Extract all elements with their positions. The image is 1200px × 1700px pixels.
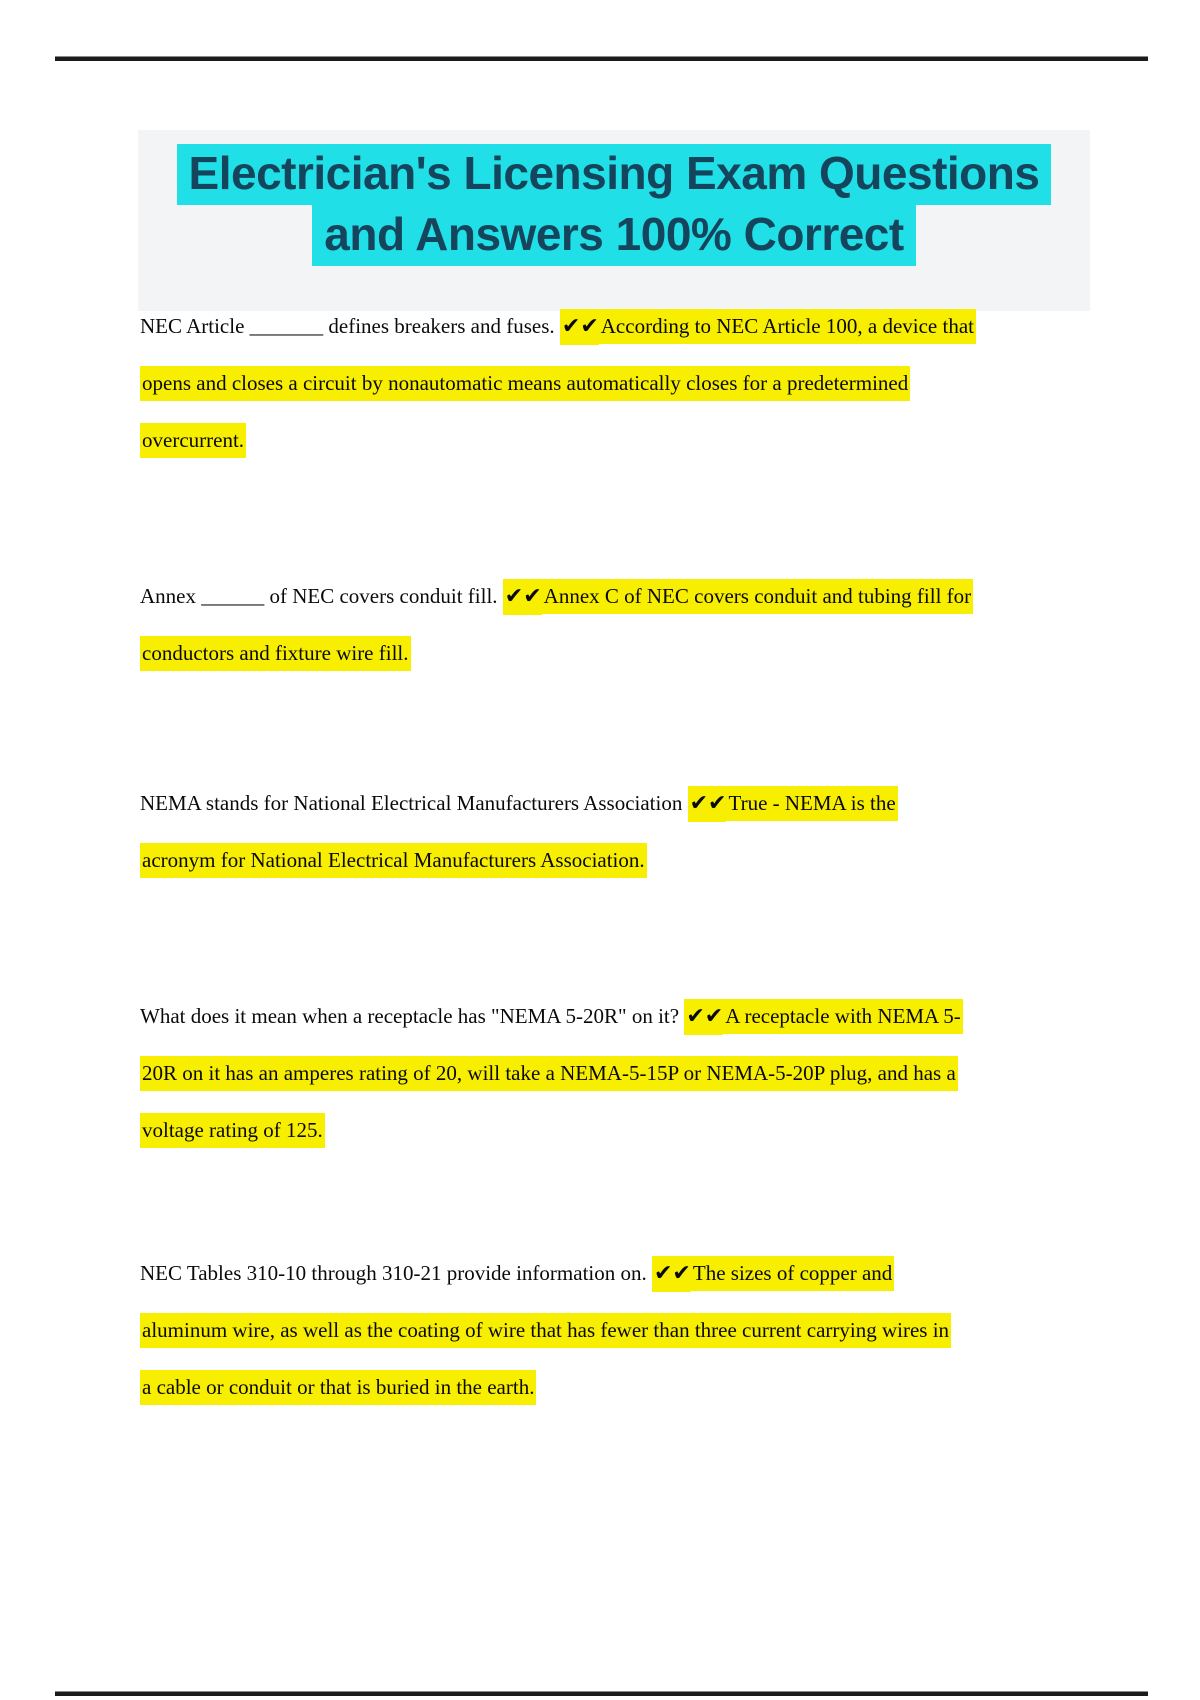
qa-line — [140, 298, 1140, 355]
answer-text-segment: Annex C of NEC covers conduit and tubing fill for — [542, 579, 974, 614]
answer-text-segment: According to NEC Article 100, a device that — [599, 309, 976, 344]
qa-line — [140, 1045, 1140, 1102]
qa-paragraph-3 — [140, 775, 1140, 889]
double-check-icon: ✔✔ — [503, 579, 542, 615]
qa-line — [140, 775, 1140, 832]
answer-text-segment: a cable or conduit or that is buried in the earth. — [140, 1370, 536, 1405]
qa-line — [140, 1245, 1140, 1302]
title-highlight-2: and Answers 100% Correct — [312, 205, 915, 266]
question-text-segment: NEMA stands for National Electrical Manufacturers Association — [140, 791, 688, 815]
qa-line — [140, 355, 1140, 412]
question-text-segment: NEC Tables 310-10 through 310-21 provide information on. — [140, 1261, 652, 1285]
title-highlight-1: Electrician's Licensing Exam Questions — [177, 144, 1052, 205]
answer-text-segment: voltage rating of 125. — [140, 1113, 325, 1148]
double-check-icon: ✔✔ — [688, 786, 727, 822]
answer-text-segment: overcurrent. — [140, 423, 246, 458]
answer-text-segment: The sizes of copper and — [691, 1256, 894, 1291]
question-text-segment: Annex ______ of NEC covers conduit fill. — [140, 584, 503, 608]
bottom-horizontal-rule — [55, 1691, 1148, 1696]
qa-paragraph-2 — [140, 568, 1140, 682]
qa-line — [140, 412, 1140, 469]
double-check-icon: ✔✔ — [560, 309, 599, 345]
qa-line — [140, 568, 1140, 625]
answer-text-segment: opens and closes a circuit by nonautomatic means automatically closes for a predetermined — [140, 366, 910, 401]
qa-line — [140, 832, 1140, 889]
question-text-segment: What does it mean when a receptacle has "NEMA 5-20R" on it? — [140, 1004, 685, 1028]
answer-text-segment: conductors and fixture wire fill. — [140, 636, 411, 671]
question-text-segment: NEC Article _______ defines breakers and fuses. — [140, 314, 560, 338]
answer-text-segment: True - NEMA is the — [726, 786, 897, 821]
qa-line — [140, 625, 1140, 682]
answer-text-segment: aluminum wire, as well as the coating of wire that has fewer than three current carrying wires in — [140, 1313, 951, 1348]
qa-line — [140, 1102, 1140, 1159]
qa-paragraph-5 — [140, 1245, 1140, 1416]
answer-text-segment: 20R on it has an amperes rating of 20, will take a NEMA-5-15P or NEMA-5-20P plug, and has a — [140, 1056, 958, 1091]
answer-text-segment: acronym for National Electrical Manufacturers Association. — [140, 843, 647, 878]
qa-paragraph-4 — [140, 988, 1140, 1159]
double-check-icon: ✔✔ — [652, 1256, 691, 1292]
double-check-icon: ✔✔ — [684, 999, 723, 1035]
qa-line — [140, 1302, 1140, 1359]
qa-line — [140, 1359, 1140, 1416]
qa-line — [140, 988, 1140, 1045]
qa-paragraph-1 — [140, 298, 1140, 469]
answer-text-segment: A receptacle with NEMA 5- — [723, 999, 963, 1034]
